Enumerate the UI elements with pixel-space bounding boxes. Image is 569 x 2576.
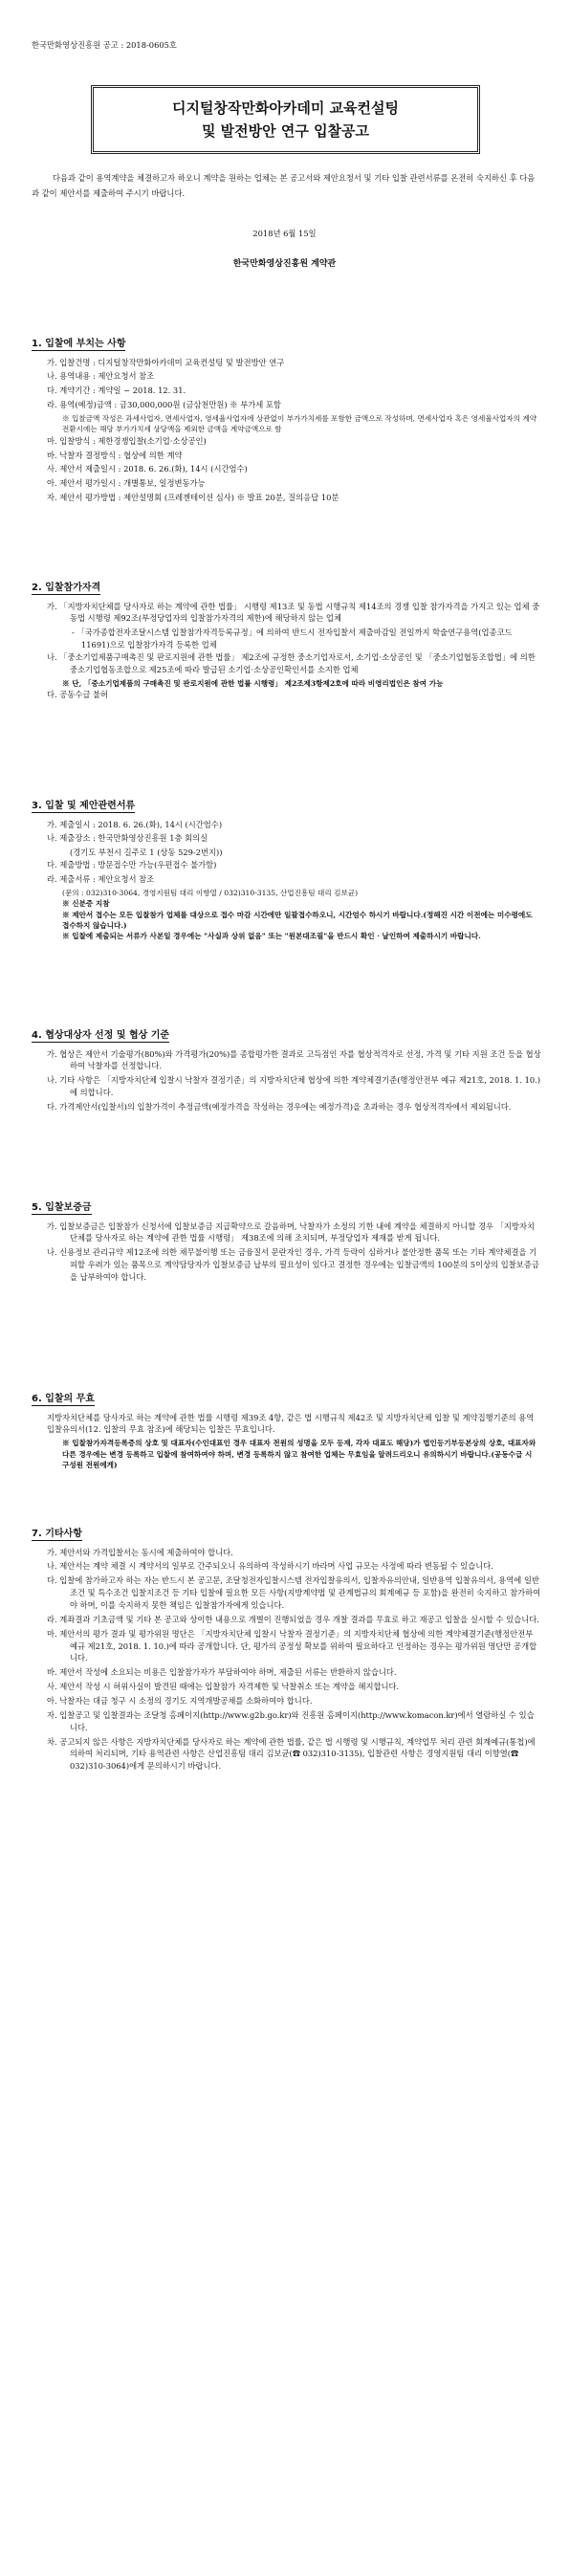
list-subitem: - 「국가종합전자조달시스템 입찰참가자격등록규정」에 의하여 반드시 전자입찰서 제출마감일 전일까지 학술연구용역(업종코드 11691)으로 입찰참가자격 등록한 업체 [72,627,513,650]
note-item: ※ 신분증 지참 [62,899,110,909]
list-item: 나. 신용정보 관리규약 제12조에 의한 채무불이행 또는 금융질서 문란자인 경우, 가격 등락이 심하거나 불안정한 품목 또는 기타 계약체결을 기피할 우려가 있는 품목으로 계약담당자가 입찰보증금 납부의 필요성이 있다고 결정한 경우에는 입찰금액의 100분의 5이상의 입찰보증금을 납부하여야 합니다. [47,1247,539,1282]
title-box [91,85,480,154]
list-item: 지방자치단체를 당사자로 하는 계약에 관한 법률 시행령 제39조 4항, 같은 법 시행규칙 제42조 및 지방자치단체 입찰 및 계약집행기준의 용역입찰유의서(12. 입찰의 무효 참조)에 해당되는 입찰은 무효입니다. [47,1412,535,1435]
list-item: 사. 제안서 제출일시 : 2018. 6. 26.(화), 14시 (시간엄수) [47,464,248,474]
list-item: 다. 공동수급 불허 [47,690,109,700]
list-item: 다. 제출방법 : 방문접수만 가능(우편접수 불가함) [47,860,217,870]
list-item: 가. 입찰건명 : 디지털창작만화아카데미 교육컨설팅 및 발전방안 연구 [47,357,285,367]
section-title: 1. 입찰에 부치는 사항 [32,339,126,349]
section-2 [32,581,541,703]
list-item: 사. 제안서 작성 시 허위사실이 발견된 때에는 입찰참가 자격제한 및 낙찰취소 또는 계약을 해지합니다. [47,1682,400,1692]
list-item: 다. 입찰에 참가하고자 하는 자는 반드시 본 공고문, 조달청전자입찰시스템 전자입찰유의서, 입찰자유의안내, 일반용역 입찰유의서, 용역에 일반조건 및 특수조건 입찰지조건 등 기타 입찰에 필요한 모든 사항(지방계약법 및 관계법규의 회계예규 등 포함)을 완전히 숙지하고 참가하여야 하며, 이를 숙지하지 못한 책임은 입찰참가자에게 있습니다. [47,1575,541,1610]
note-item: ※ 단, 「중소기업제품의 구매촉진 및 판로지원에 관한 법률 시행령」 제2조제3항제2호에 따라 비영리법인은 참여 가능 [62,678,444,688]
list-item: 차. 공고되지 않은 사항은 지방자치단체를 당사자로 하는 계약에 관한 법률, 같은 법 시행령 및 시행규칙, 계약업무 처리 관련 회계예규(통첩)에 의하여 처리되며, 기타 용역관련 사항은 산업진흥팀 대리 김보균(☎ 032)310-3135), 입찰관련 사항은 경영지원팀 대리 이향열(☎ 032)310-3064)에게 문의하시기 바랍니다. [47,1736,536,1772]
list-item: 자. 입찰공고 및 입찰결과는 조달청 홈페이지(http://www.g2b.go.kr)와 진흥원 홈페이지(http://www.komacon.kr)에서 열람하실 수 있습니다. [47,1709,535,1732]
section-4 [32,1028,541,1115]
contact-note: (문의 : 032)310-3064, 경영지원팀 대리 이향열 / 032)310-3135, 산업진흥팀 대리 김보균) [62,888,359,897]
list-item: 라. 제출서류 : 제안요청서 참조 [47,873,155,884]
notice-number: 한국만화영상진흥원 공고 : 2018-0605호 [32,40,177,50]
list-item: 나. 제출장소 : 한국만화영상진흥원 1층 회의실 [47,833,208,844]
list-item: 가. 제출일시 : 2018. 6. 26.(화), 14시 (시간엄수) [47,819,223,829]
list-item: 가. 「지방자치단체를 당사자로 하는 계약에 관한 법률」 시행령 제13조 및 동법 시행규칙 제14조의 경쟁 입찰 참가자격을 가지고 있는 업체 중 동법 시행령 제92조(부정당업자의 입찰참가자격의 제한)에 해당하지 않는 업체 [47,601,540,624]
note-item: ※ 입찰에 제출되는 서류가 사본일 경우에는 "사실과 상위 없음" 또는 "원본대조필"을 반드시 확인 · 날인하여 제출하시기 바랍니다. [62,932,481,941]
list-item: 다. 가격제안서(입찰서)의 입찰가격이 추정금액(예정가격을 작성하는 경우에는 예정가격)을 초과하는 경우 협상적격자에서 제외됩니다. [47,1101,512,1112]
note-item: ※ 제안서 접수는 모든 입찰참가 업체를 대상으로 접수 마감 시간에만 일괄접수하오니, 시간엄수 하시기 바랍니다.(정해진 시간 이전에는 미수령에도 접수하지 않습니다.) [62,910,533,930]
section-5 [32,1200,541,1286]
list-item: 가. 입찰보증금은 입찰참가 신청서에 입찰보증금 지급확약으로 갈음하며, 낙찰자가 소정의 기한 내에 계약을 체결하지 아니할 경우 「지방자치단체를 당사자로 하는 계약에 관한 법률 시행령」 제38조에 의해 조치되며, 부정당업자 제재를 받게 됩니다. [47,1221,535,1244]
notice-date: 2018년 6월 15일 [252,229,317,238]
list-item: 나. 기타 사항은 「지방자치단체 입찰시 낙찰자 결정기준」의 지방자치단체 협상에 의한 계약체결기준(행정안전부 예규 제21호, 2018. 1. 10.)에 의합니다. [47,1075,541,1098]
list-item: 라. 용역(예정)금액 : 금30,000,000원 (금삼천만원) ※ 부가세 포함 [47,400,281,410]
note-item: ※ 입찰참가자격등록증의 상호 및 대표자(수인대표인 경우 대표자 전원의 성명을 모두 등재, 각자 대표도 해당)가 법인등기부등본상의 상호, 대표자와 다른 경우에는 변경 등록하고 입찰에 참여하여야 하며, 변경 등록하지 않고 참여한 업체는 무효임을 알려드리오니 유의하시기 바랍니다.(공동수급 시 구성원 전원에게) [62,1439,536,1469]
section-title: 3. 입찰 및 제안관련서류 [32,801,136,811]
list-item: 자. 제안서 평가방법 : 제안설명회 (프레젠테이션 심사) ※ 발표 20분, 질의응답 10분 [47,493,339,503]
list-item: 바. 낙찰자 결정방식 : 협상에 의한 계약 [47,450,183,460]
list-item: 나. 용역내용 : 제안요청서 참조 [47,371,155,382]
list-item: 바. 제안서 작성에 소요되는 비용은 입찰참가자가 부담하여야 하며, 제출된 서류는 반환하지 않습니다. [47,1667,397,1678]
list-item: 라. 계좌결과 기초금액 및 기타 본 공고와 상이한 내용으로 개별이 진행되었을 경우 개찰 결과를 무효로 하고 재공고 입찰을 실시할 수 있습니다. [47,1614,539,1624]
list-item: 마. 입찰방식 : 제한경쟁입찰(소기업·소상공인) [47,435,207,446]
section-title: 5. 입찰보증금 [32,1202,92,1213]
list-item: 다. 계약기간 : 계약일 ~ 2018. 12. 31. [47,385,186,396]
list-item: 아. 낙찰자는 대금 청구 시 소정의 경기도 지역개발공채를 소화하여야 합니다. [47,1695,313,1706]
organization-name: 한국만화영상진흥원 계약관 [232,259,337,269]
list-subitem: (경기도 부천시 길주로 1 (상동 529-2번지)) [70,848,223,858]
intro-paragraph: 다음과 같이 용역계약을 체결하고자 하오니 계약을 원하는 업체는 본 공고서와 제안요청서 및 기타 입찰 관련서류를 온전히 숙지하신 후 다음과 같이 제안서를 제출하여 주시기 바랍니다. [32,173,536,198]
note-item: ※ 입찰금액 작성은 과세사업자, 면세사업자, 영세율사업자에 상관없이 부가가치세를 포함한 금액으로 작성하며, 면세사업자 혹은 영세율사업자의 계약 전환시에는 해당 부가가치세 상당액을 제외한 금액을 계약금액으로 함 [62,413,537,434]
section-1 [32,337,541,506]
list-item: 나. 제안서는 계약 체결 시 계약서의 일부로 간주되오니 유의하여 작성하시기 바라며 사업 규모는 사정에 따라 변동될 수 있습니다. [47,1561,493,1572]
section-title: 7. 기타사항 [32,1529,82,1539]
list-item: 가. 협상은 제안서 기술평가(80%)와 가격평가(20%)를 종합평가한 결과로 고득점인 자를 협상적격자로 선정, 가격 및 기타 지원 조건 등을 협상하여 낙찰자를 선정합니다. [47,1048,541,1071]
list-item: 마. 제안서의 평가 결과 및 평가위원 명단은 「지방자치단체 입찰시 낙찰자 결정기준」의 지방자치단체 협상에 의한 계약체결기준(행정안전부 예규 제21호, 2018. 1. 10.)에 따라 공개합니다. 단, 평가의 공정성 확보를 위하여 필요하다고 인정하는 경우는 평가위원 명단만 공개합니다. [47,1628,537,1663]
section-3 [32,799,541,942]
list-item: 나. 「중소기업제품구매촉진 및 판로지원에 관한 법률」 제2조에 규정한 중소기업자로서, 소기업·소상공인 및 「중소기업협동조합법」에 의한 중소기업협동조합으로 제25조에 따라 발급된 소기업·소상공인확인서를 소지한 업체 [47,651,536,674]
section-6 [32,1392,541,1470]
title-line-2: 및 발전방안 연구 입찰공고 [201,122,370,140]
section-title: 6. 입찰의 무효 [32,1394,96,1404]
list-item: 가. 제안서와 가격입찰서는 동시에 제출하여야 합니다. [47,1547,233,1557]
section-title: 2. 입찰참가자격 [32,583,101,593]
title-line-1: 디지털창작만화아카데미 교육컨설팅 [171,99,400,117]
list-item: 아. 제안서 평가일시 : 개별통보, 일정변동가능 [47,478,206,489]
section-title: 4. 협상대상자 선정 및 협상 기준 [32,1030,170,1041]
section-7 [32,1527,541,1774]
